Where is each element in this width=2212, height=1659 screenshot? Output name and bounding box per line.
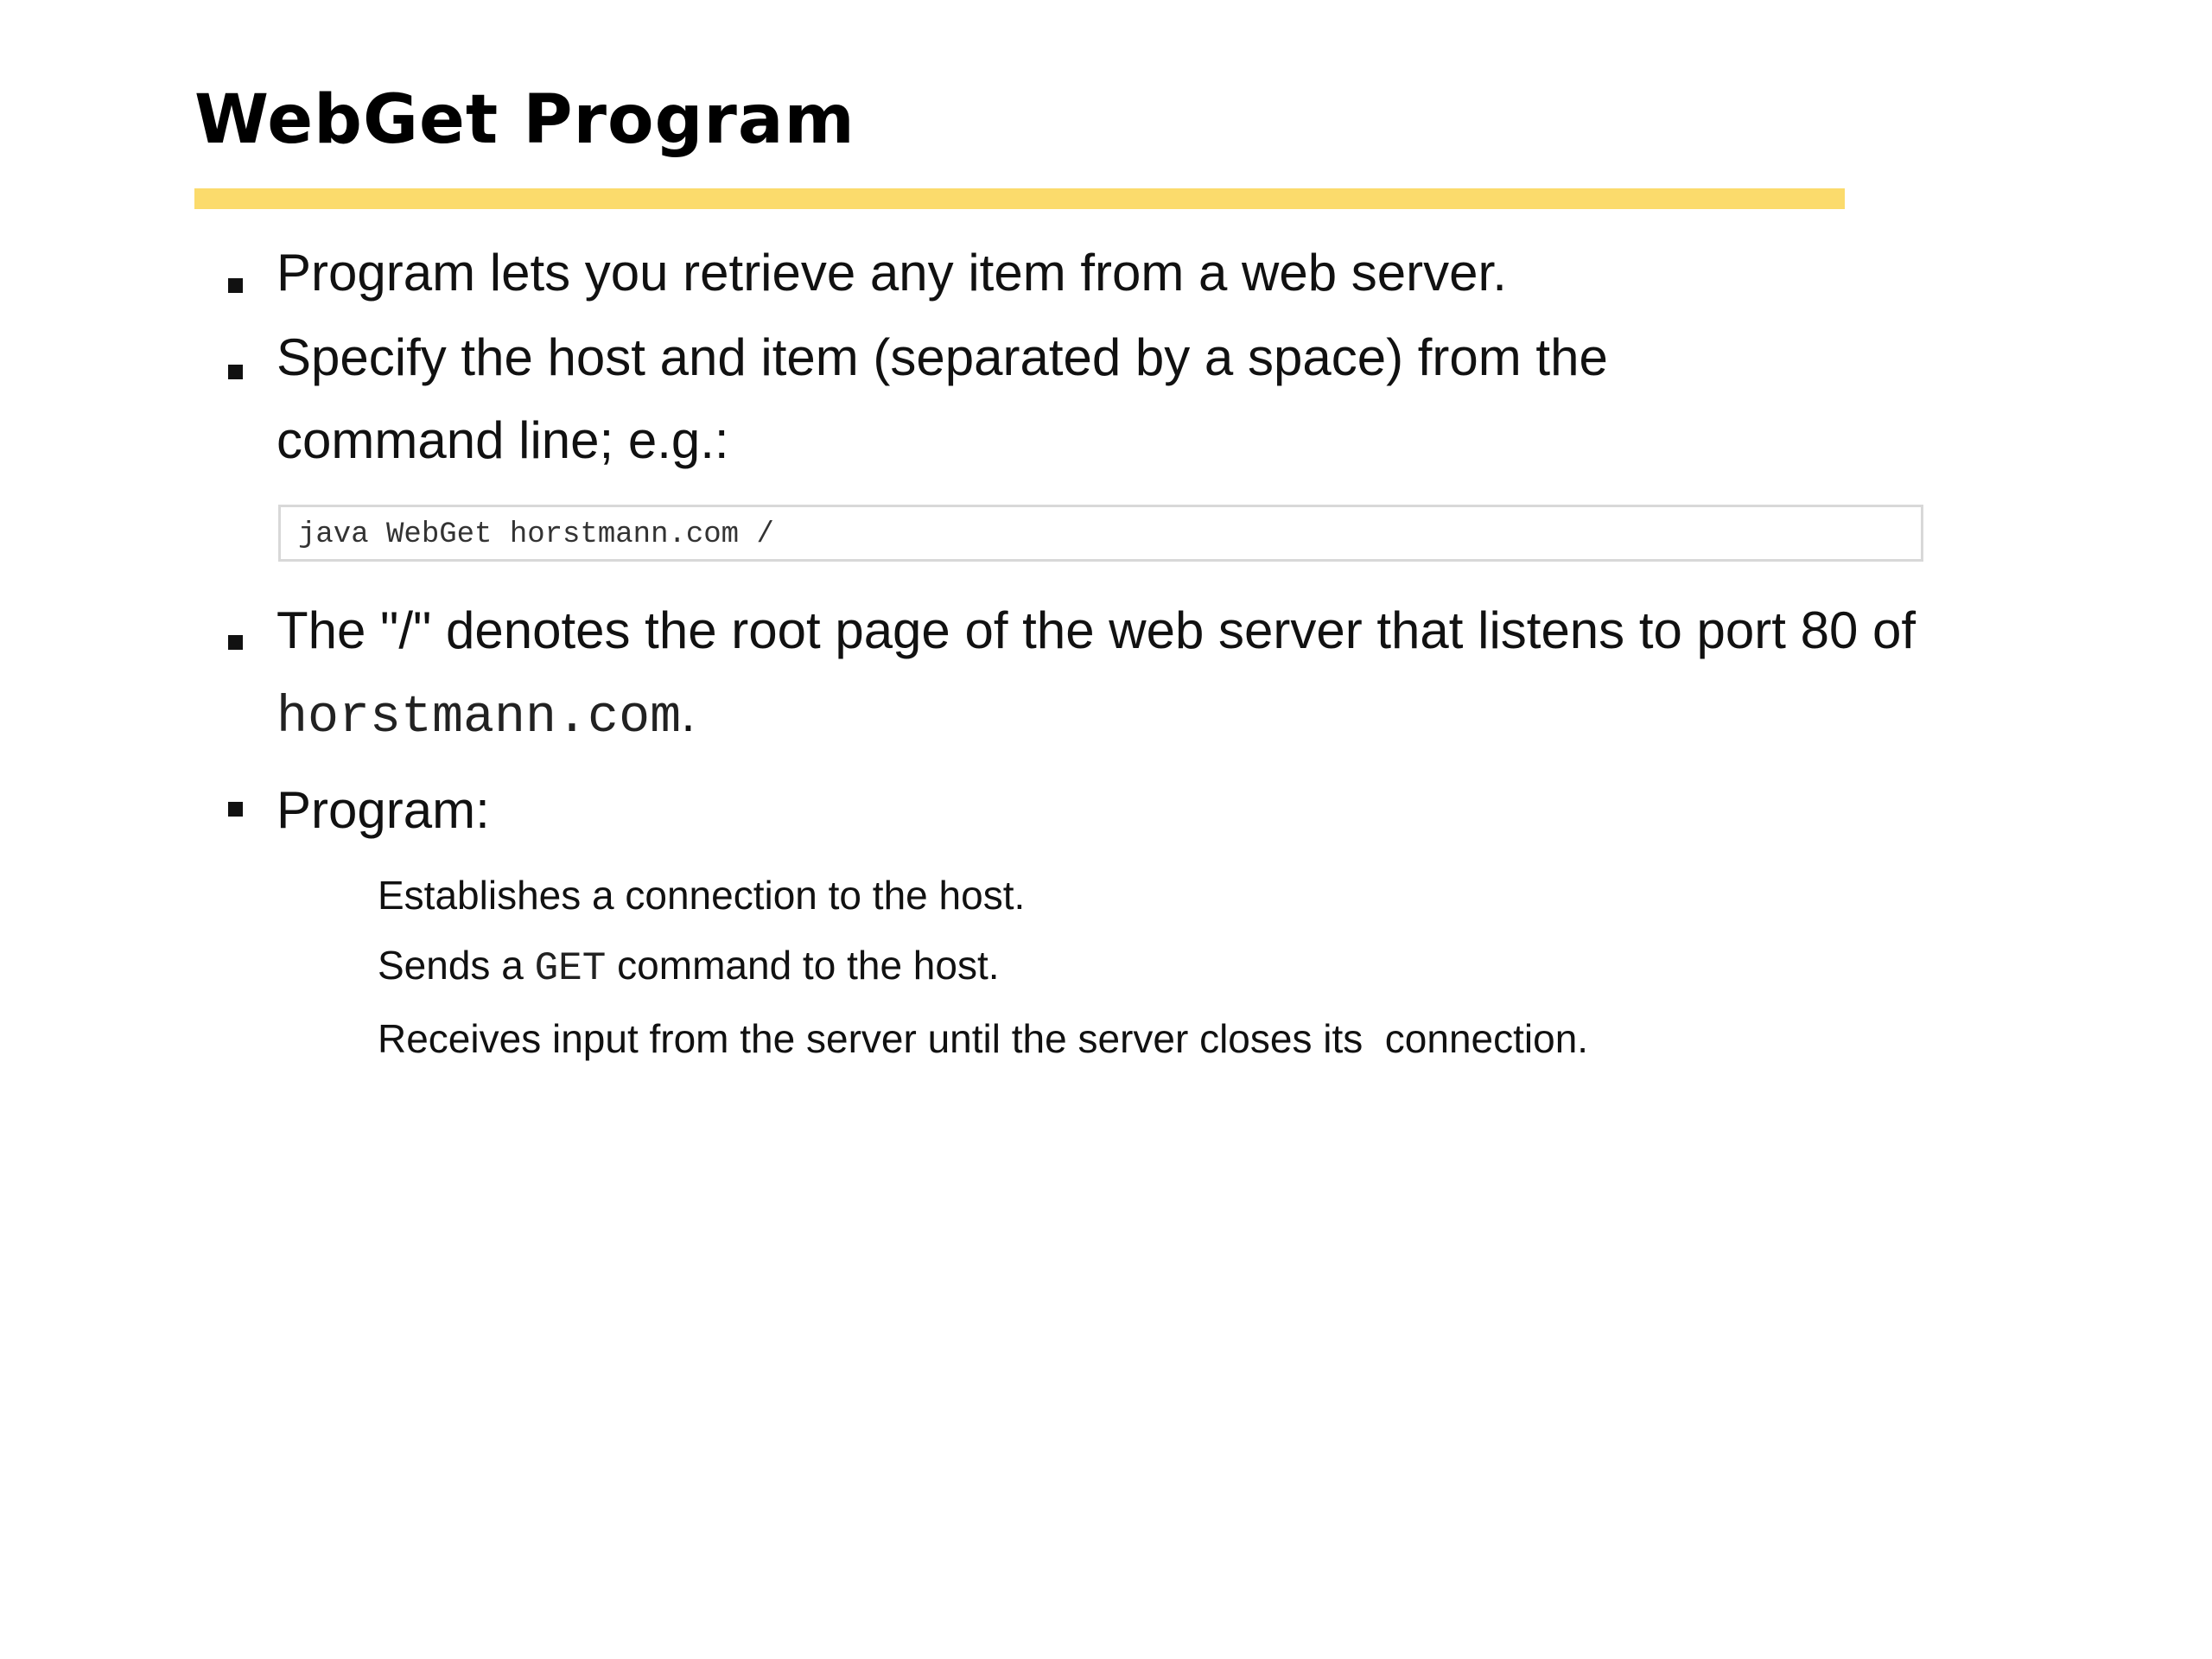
program-step-send-get-end: command to the host. (606, 943, 1000, 988)
bullet-marker (228, 278, 243, 293)
program-step-send-get-text: Sends a (378, 943, 535, 988)
title-underline (194, 188, 1845, 209)
bullet-marker (228, 635, 243, 650)
bullet-root-page-end: . (681, 684, 696, 742)
host-name-code: horstmann.com (276, 689, 682, 747)
bullet-root-page-text: The "/" denotes the root page of the web server that listens to port 80 of (276, 601, 1916, 659)
bullet-marker (228, 802, 243, 817)
slide-title: WebGet Program (194, 81, 855, 159)
code-example: java WebGet horstmann.com / (278, 505, 1923, 562)
bullet-marker (228, 365, 243, 379)
program-step-send-get (378, 939, 1000, 995)
get-command-code: GET (534, 946, 607, 991)
program-step-connect: Establishes a connection to the host. (378, 873, 1026, 918)
bullet-retrieve-item: Program lets you retrieve any item from a web server. (276, 244, 1507, 302)
bullet-root-page (276, 589, 1944, 760)
bullet-specify-host: Specify the host and item (separated by a space) from the command line; e.g.: (276, 328, 1608, 469)
program-step-receive: Receives input from the server until the server closes its connection. (378, 1016, 1589, 1061)
bullet-program: Program: (276, 781, 490, 839)
